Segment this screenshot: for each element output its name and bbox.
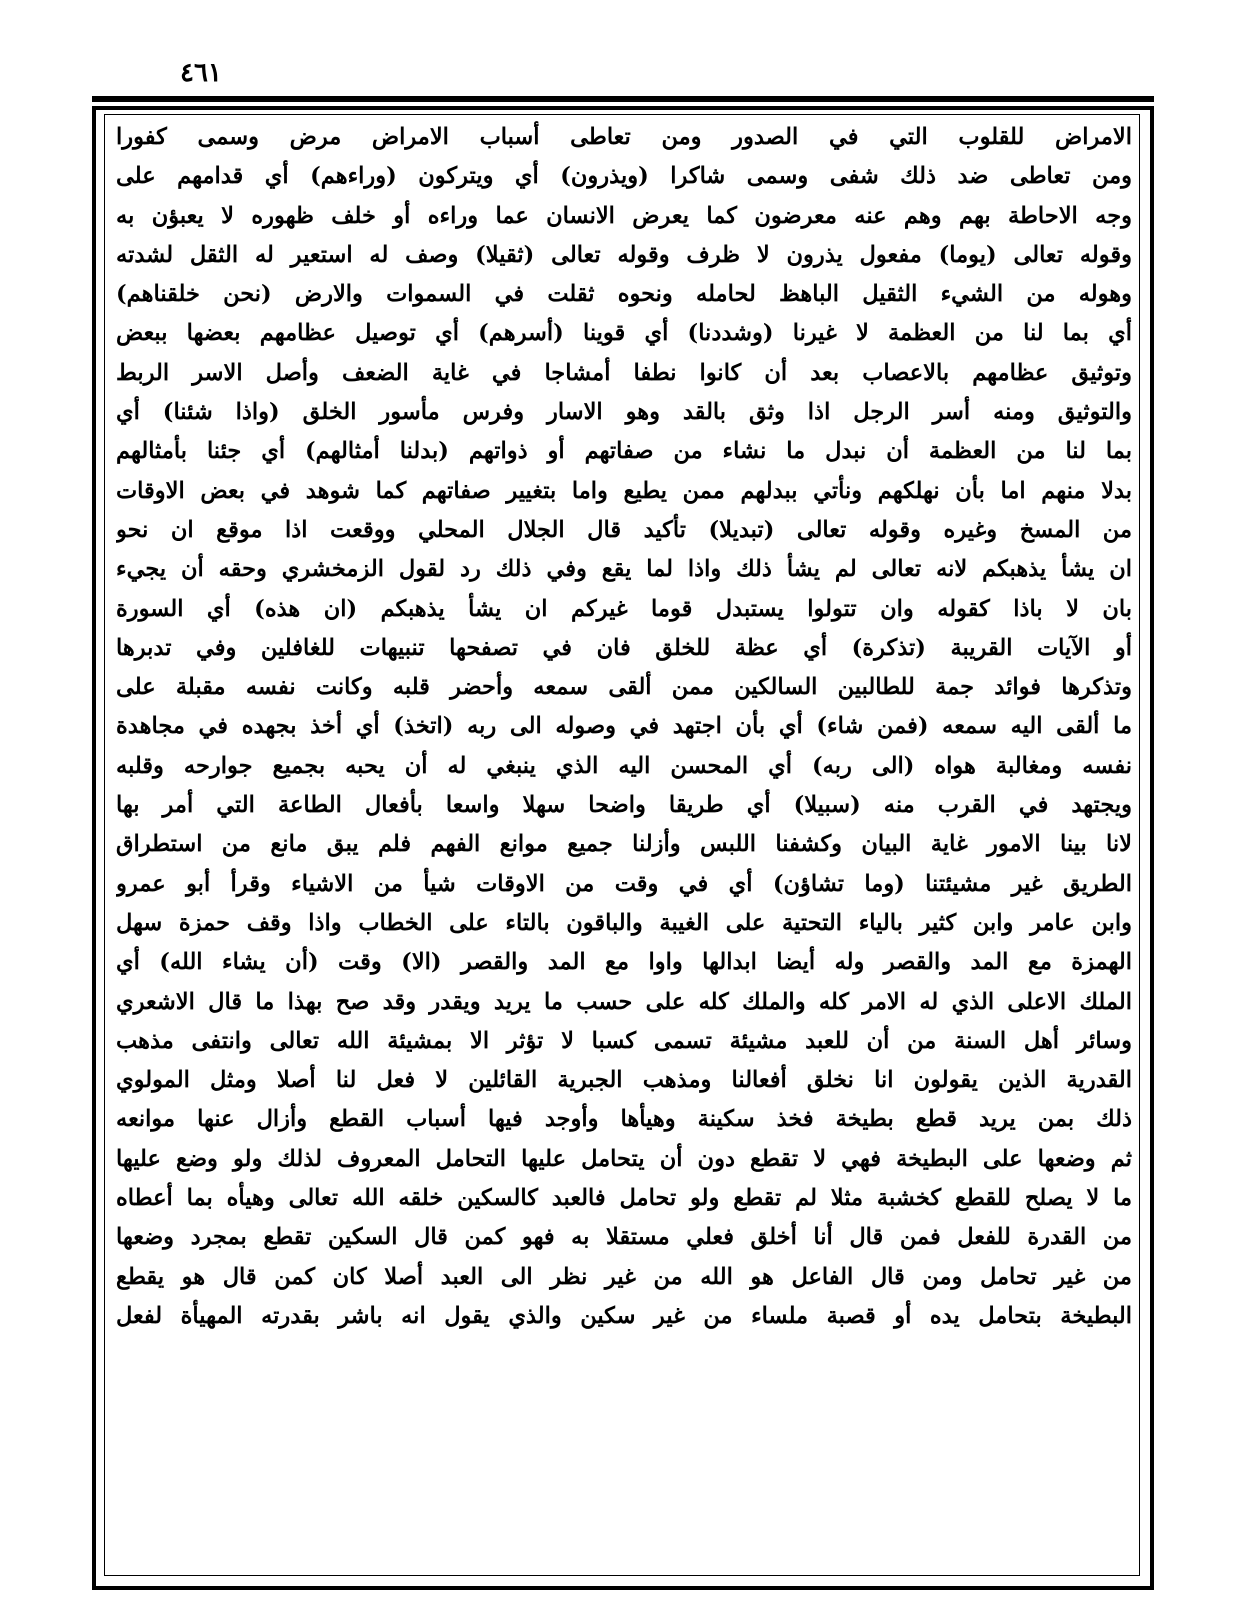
- text-line: الملك الاعلى الذي له الامر كله والملك كله على حسب ما يريد ويقدر وقد صح بهذا ما قال الاشعري: [116, 988, 1132, 1015]
- text-line: من غير تحامل ومن قال الفاعل هو الله من غير نظر الى العبد أصلا كان كمن قال هو يقطع: [116, 1263, 1132, 1290]
- text-line: البطيخة بتحامل يده أو قصبة ملساء من غير سكين والذي يقول انه باشر بقدرته المهيأة لفعل: [116, 1302, 1132, 1329]
- text-line: بان لا باذا كقوله وان تتولوا يستبدل قوما غيركم ان يشأ يذهبكم (ان هذه) أي السورة: [116, 595, 1132, 622]
- text-line: ما ألقى اليه سمعه (فمن شاء) أي بأن اجتهد في وصوله الى ربه (اتخذ) أي أخذ بجهده في مجاهدة: [116, 713, 1132, 740]
- text-line: أي بما لنا من العظمة لا غيرنا (وشددنا) أي قوينا (أسرهم) أي توصيل عظامهم بعضها ببعض: [116, 320, 1132, 347]
- text-line: ما لا يصلح للقطع كخشبة مثلا لم تقطع ولو تحامل فالعبد كالسكين خلقه الله تعالى وهيأه بما أعطاه: [116, 1185, 1132, 1212]
- text-line: وابن عامر وابن كثير بالياء التحتية على الغيبة والباقون بالتاء على الخطاب واذا وقف حمزة سهل: [116, 909, 1132, 936]
- body-text: [116, 118, 1132, 1574]
- text-line: الطريق غير مشيئتنا (وما تشاؤن) أي في وقت من الاوقات شيأ من الاشياء وقرأ أبو عمرو: [116, 870, 1132, 897]
- text-line: ويجتهد في القرب منه (سبيلا) أي طريقا واضحا سهلا واسعا بأفعال الطاعة التي أمر بها: [116, 792, 1132, 819]
- text-line: وسائر أهل السنة من أن للعبد مشيئة تسمى كسبا لا تؤثر الا بمشيئة الله تعالى وانتفى مذهب: [116, 1027, 1132, 1054]
- text-line: وهوله من الشيء الثقيل الباهظ لحامله ونحوه ثقلت في السموات والارض (نحن خلقناهم): [116, 281, 1132, 308]
- text-line: ان يشأ يذهبكم لانه تعالى لم يشأ ذلك واذا لما يقع وفي ذلك رد لقول الزمخشري وحقه أن يجيء: [116, 556, 1132, 583]
- text-line: وجه الاحاطة بهم وهم عنه معرضون كما يعرض الانسان عما وراءه أو خلف ظهوره لا يعبؤن به: [116, 202, 1132, 229]
- text-line: لانا بينا الامور غاية البيان وكشفنا اللبس وأزلنا جميع موانع الفهم فلم يبق مانع من استطراق: [116, 831, 1132, 858]
- text-line: أو الآيات القريبة (تذكرة) أي عظة للخلق فان في تصفحها تنبيهات للغافلين وفي تدبرها: [116, 634, 1132, 661]
- text-line: ذلك بمن يريد قطع بطيخة فخذ سكينة وهيأها وأوجد فيها أسباب القطع وأزال عنها موانعه: [116, 1106, 1132, 1133]
- text-line: وتوثيق عظامهم بالاعصاب بعد أن كانوا نطفا أمشاجا في غاية الضعف وأصل الاسر الربط: [116, 359, 1132, 386]
- text-line: من المسخ وغيره وقوله تعالى (تبديلا) تأكيد قال الجلال المحلي ووقعت اذا موقع ان نحو: [116, 516, 1132, 543]
- text-line: القدرية الذين يقولون انا نخلق أفعالنا ومذهب الجبرية القائلين لا فعل لنا أصلا ومثل المولوي: [116, 1067, 1132, 1094]
- text-line: ومن تعاطى ضد ذلك شفى وسمى شاكرا (ويذرون) أي ويتركون (وراءهم) أي قدامهم على: [116, 163, 1132, 190]
- text-line: وقوله تعالى (يوما) مفعول يذرون لا ظرف وقوله تعالى (ثقيلا) وصف له استعير له الثقل لشدته: [116, 241, 1132, 268]
- text-line: والتوثيق ومنه أسر الرجل اذا وثق بالقد وهو الاسار وفرس مأسور الخلق (واذا شئنا) أي: [116, 399, 1132, 426]
- text-line: بما لنا من العظمة أن نبدل ما نشاء من صفاتهم أو ذواتهم (بدلنا أمثالهم) أي جئنا بأمثالهم: [116, 438, 1132, 465]
- text-line: من القدرة للفعل فمن قال أنا أخلق فعلي مستقلا به فهو كمن قال السكين تقطع بمجرد وضعها: [116, 1224, 1132, 1251]
- text-line: نفسه ومغالبة هواه (الى ربه) أي المحسن اليه الذي ينبغي له أن يحبه بجميع جوارحه وقلبه: [116, 752, 1132, 779]
- text-line: ثم وضعها على البطيخة فهي لا تقطع دون أن يتحامل عليها التحامل المعروف لذلك ولو وضع عليها: [116, 1145, 1132, 1172]
- text-line: الامراض للقلوب التي في الصدور ومن تعاطى أسباب الامراض مرض وسمى كفورا: [116, 124, 1132, 150]
- top-rule: [92, 96, 1154, 102]
- page-number: ٤٦١: [180, 58, 222, 88]
- text-line: بدلا منهم اما بأن نهلكهم ونأتي ببدلهم ممن يطيع واما بتغيير صفاتهم كما شوهد في بعض الاوقات: [116, 477, 1132, 504]
- text-line: وتذكرها فوائد جمة للطالبين السالكين ممن ألقى سمعه وأحضر قلبه وكانت نفسه مقبلة على: [116, 674, 1132, 701]
- text-line: الهمزة مع المد والقصر وله أيضا ابدالها واوا مع المد والقصر (الا) وقت (أن يشاء الله) أي: [116, 949, 1132, 976]
